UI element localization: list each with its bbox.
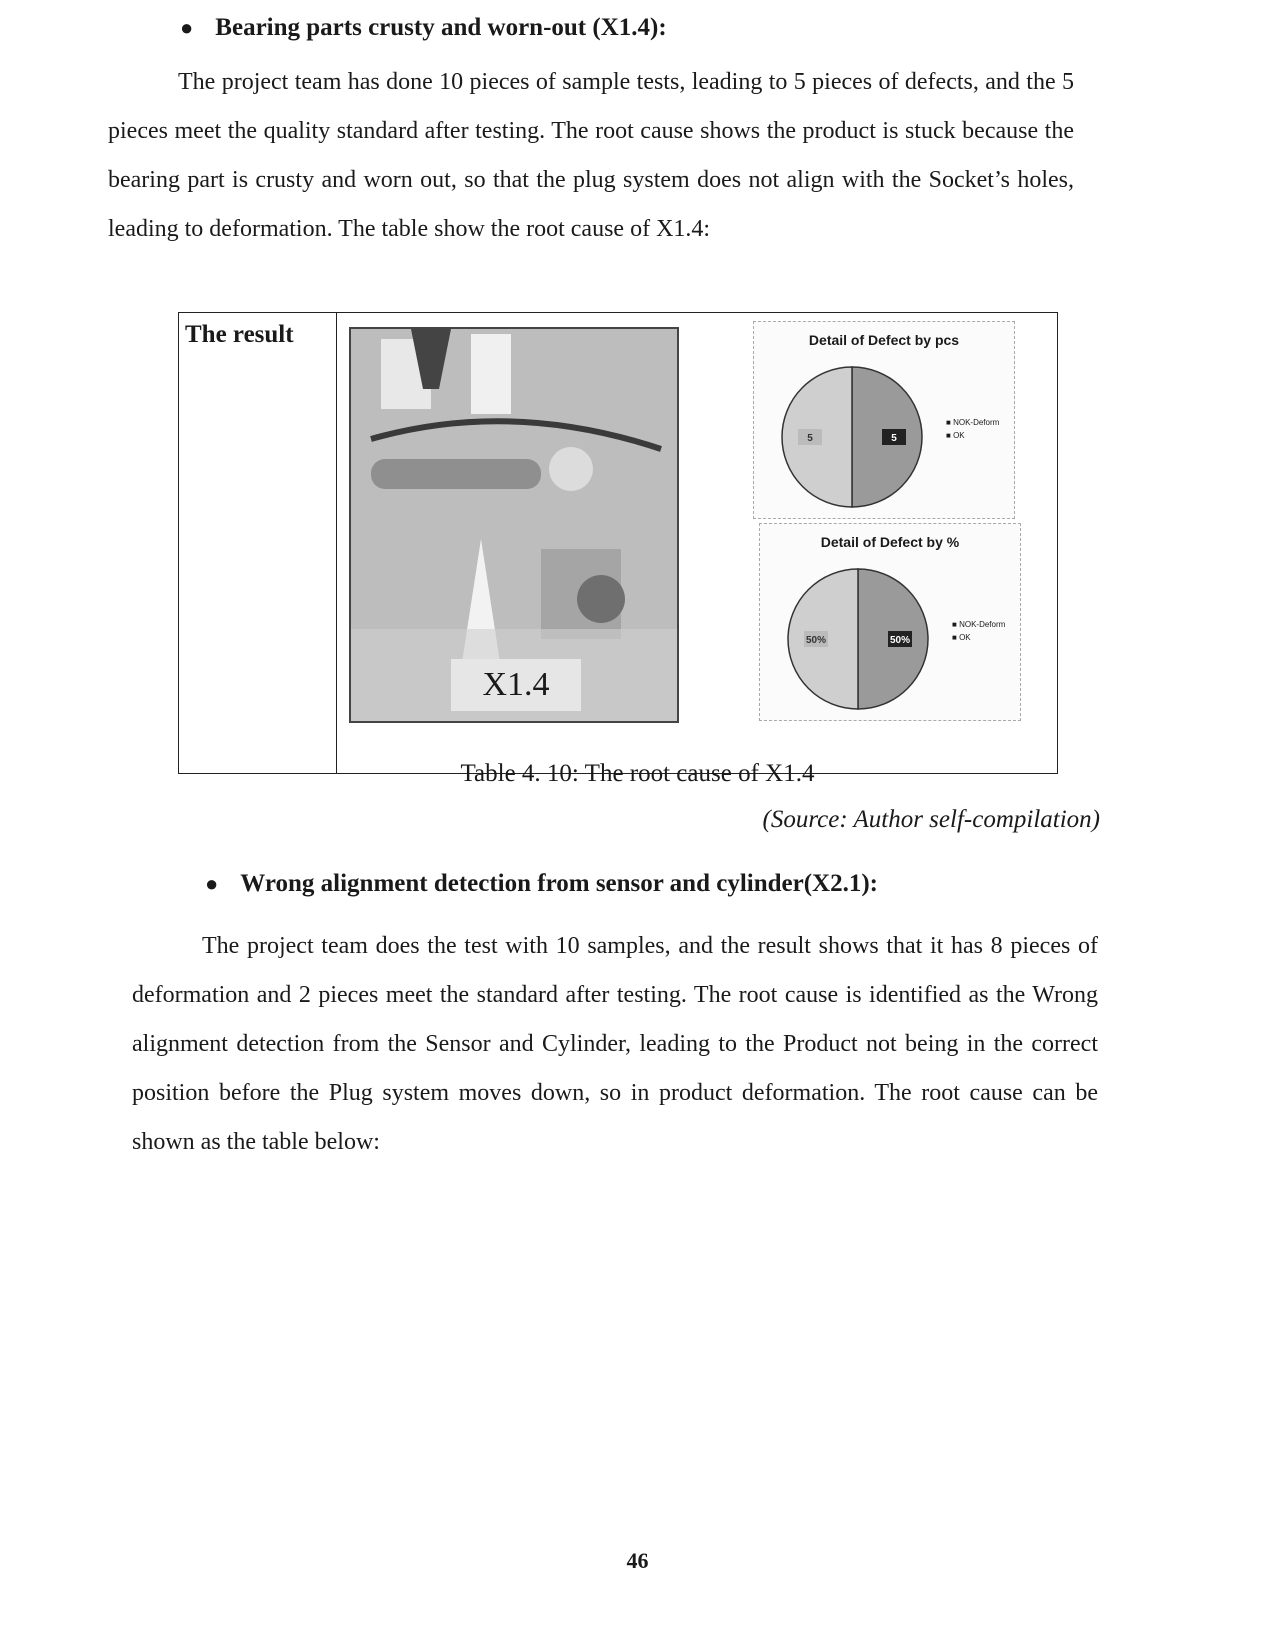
chart-title: Detail of Defect by % — [820, 534, 960, 550]
pie-chart-svg — [768, 564, 948, 714]
bullet-icon: ● — [205, 871, 219, 896]
pie-chart-by-percent — [759, 523, 1021, 721]
legend-item: ■ NOK-Deform — [952, 620, 1006, 629]
chart-legend — [946, 416, 999, 442]
page-number: 46 — [626, 1548, 649, 1573]
photo-label: X1.4 — [451, 659, 581, 711]
paragraph-text: The project team has done 10 pieces of sample tests, leading to 5 pieces of defects, and the 5 pieces meet the quality standard after testing. The root cause shows the product is stuck because the bearing part is crusty and worn out, so that the plug system does not align with the Socket’s holes, leading to deformation. The table show the root cause of X1.4: — [108, 69, 1074, 242]
section-heading-x1-4 — [180, 14, 667, 42]
section-heading-text: Wrong alignment detection from sensor and cylinder(X2.1): — [240, 870, 879, 897]
section-paragraph-x2-1 — [132, 922, 1098, 1167]
legend-item: ■ OK — [946, 431, 965, 440]
data-label: 5 — [807, 433, 813, 444]
result-table — [178, 312, 1058, 774]
legend-item: ■ OK — [952, 633, 971, 642]
section-heading-text: Bearing parts crusty and worn-out (X1.4): — [215, 14, 667, 41]
data-label: 50% — [805, 635, 827, 646]
data-label: 50% — [889, 635, 911, 646]
section-paragraph-x1-4 — [108, 58, 1074, 254]
pie-chart-svg — [762, 362, 942, 512]
table-source: (Source: Author self-compilation) — [762, 806, 1100, 833]
defect-photo — [349, 327, 679, 723]
section-heading-x2-1 — [205, 870, 878, 898]
table-caption: Table 4. 10: The root cause of X1.4 — [460, 760, 815, 787]
paragraph-text: The project team does the test with 10 samples, and the result shows that it has 8 pieces of deformation and 2 pieces meet the standard after testing. The root cause is identified as the Wrong alignment detection from the Sensor and Cylinder, leading to the Product not being in the correct position before the Plug system moves down, so in product deformation. The root cause can be shown as the table below: — [132, 933, 1098, 1155]
chart-title: Detail of Defect by pcs — [808, 332, 960, 348]
pie-chart-by-pcs — [753, 321, 1015, 519]
data-label: 5 — [891, 433, 897, 444]
result-label: The result — [179, 313, 337, 773]
chart-legend — [952, 618, 1005, 644]
bullet-icon: ● — [180, 15, 194, 40]
legend-item: ■ NOK-Deform — [946, 418, 1000, 427]
